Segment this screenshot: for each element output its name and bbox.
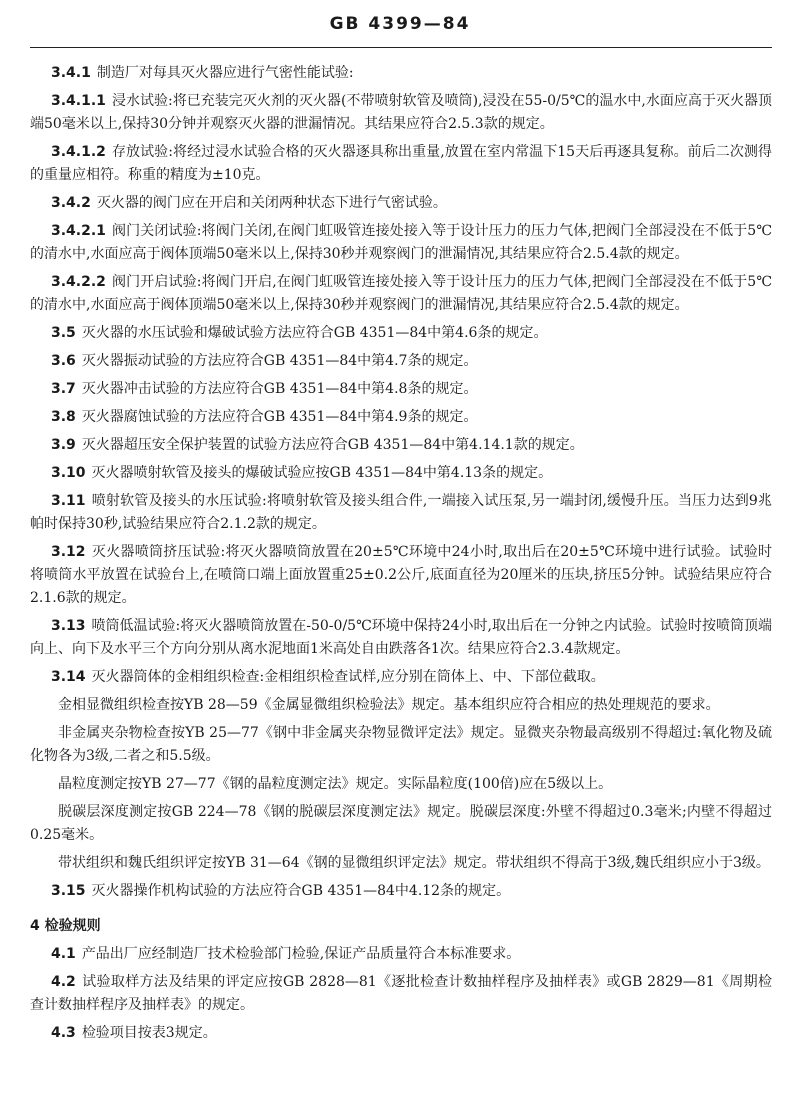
clause-number: 3.4.1	[51, 65, 91, 81]
clause-text: 灭火器超压安全保护装置的试验方法应符合GB 4351—84中第4.14.1款的规定。	[81, 437, 584, 453]
clause-number: 3.4.1.2	[51, 144, 106, 160]
clause-number: 3.4.2.1	[51, 223, 106, 239]
clause-text: 灭火器喷筒挤压试验:将灭火器喷筒放置在20±5℃环境中24小时,取出后在20±5℃环境中进行试验。试验时将喷筒水平放置在试验台上,在喷筒口端上面放置重25±0.2公斤,底面直径为20厘米的压块,挤压5分钟。试验结果应符合2.1.6款的规定。	[30, 544, 772, 606]
clause-number: 3.15	[51, 883, 86, 899]
clause-text: 晶粒度测定按YB 27—77《钢的晶粒度测定法》规定。实际晶粒度(100倍)应在5级以上。	[58, 776, 613, 792]
clause-text: 制造厂对每具灭火器应进行气密性能试验:	[96, 65, 354, 81]
clause-3-8	[30, 406, 772, 429]
clause-3-6	[30, 350, 772, 373]
clause-text: 带状组织和魏氏组织评定按YB 31—64《钢的显微组织评定法》规定。带状组织不得高于3级,魏氏组织应小于3级。	[58, 855, 770, 871]
clause-3-13	[30, 615, 772, 661]
header-rule	[30, 47, 772, 48]
clause-text: 灭火器腐蚀试验的方法应符合GB 4351—84中第4.9条的规定。	[81, 409, 478, 425]
clause-4-2	[30, 971, 772, 1017]
clause-3-4-2-1	[30, 220, 772, 266]
section-4-heading: 4 检验规则	[30, 918, 101, 934]
clause-4-3	[30, 1022, 772, 1045]
clause-3-12	[30, 541, 772, 610]
clause-number: 3.7	[51, 381, 76, 397]
clause-number: 3.6	[51, 353, 76, 369]
clause-text: 浸水试验:将已充装完灭火剂的灭火器(不带喷射软管及喷筒),浸没在55-0/5℃的温水中,水面应高于灭火器顶端50毫米以上,保持30分钟并观察灭火器的泄漏情况。其结果应符合2.5.3款的规定。	[30, 93, 772, 132]
clause-3-4-2	[30, 192, 772, 215]
clause-text: 阀门关闭试验:将阀门关闭,在阀门虹吸管连接处接入等于设计压力的压力气体,把阀门全部浸没在不低于5℃的清水中,水面应高于阀体顶端50毫米以上,保持30秒并观察阀门的泄漏情况,其结果应符合2.5.4款的规定。	[30, 223, 772, 262]
clause-number: 3.10	[51, 465, 86, 481]
clause-text: 检验项目按表3规定。	[81, 1025, 217, 1041]
clause-3-4-1-2	[30, 141, 772, 187]
clause-text: 脱碳层深度测定按GB 224—78《钢的脱碳层深度测定法》规定。脱碳层深度:外壁不得超过0.3毫米;内壁不得超过0.25毫米。	[30, 804, 772, 843]
clause-number: 3.4.1.1	[51, 93, 106, 109]
clause-number: 4.3	[51, 1025, 76, 1041]
clause-text: 灭火器冲击试验的方法应符合GB 4351—84中第4.8条的规定。	[81, 381, 478, 397]
clause-3-5	[30, 322, 772, 345]
clause-text: 灭火器操作机构试验的方法应符合GB 4351—84中4.12条的规定。	[91, 883, 511, 899]
clause-number: 3.5	[51, 325, 76, 341]
clause-number: 3.8	[51, 409, 76, 425]
clause-number: 4.1	[51, 946, 76, 962]
clause-number: 4.2	[51, 974, 76, 990]
clause-3-9	[30, 434, 772, 457]
clause-number: 3.14	[51, 669, 86, 685]
clause-number: 3.11	[51, 493, 86, 509]
clause-text: 灭火器的水压试验和爆破试验方法应符合GB 4351—84中第4.6条的规定。	[81, 325, 548, 341]
clause-text: 灭火器的阀门应在开启和关闭两种状态下进行气密试验。	[96, 195, 447, 211]
clause-number: 3.4.2.2	[51, 274, 106, 290]
clause-text: 喷筒低温试验:将灭火器喷筒放置在-50-0/5℃环境中保持24小时,取出后在一分钟之内试验。试验时按喷筒顶端向上、向下及水平三个方向分别从离水泥地面1米高处自由跌落各1次。结果应符合2.3.4款规定。	[30, 618, 772, 657]
clause-3-14-banded-structure	[30, 852, 772, 875]
document-body	[30, 62, 772, 1050]
clause-3-15	[30, 880, 772, 903]
clause-text: 阀门开启试验:将阀门开启,在阀门虹吸管连接处接入等于设计压力的压力气体,把阀门全部浸没在不低于5℃的清水中,水面应高于阀体顶端50毫米以上,保持30秒并观察阀门的泄漏情况,其结果应符合2.5.4款的规定。	[30, 274, 772, 313]
clause-text: 灭火器振动试验的方法应符合GB 4351—84中第4.7条的规定。	[81, 353, 478, 369]
clause-3-11	[30, 490, 772, 536]
clause-3-10	[30, 462, 772, 485]
clause-4-1	[30, 943, 772, 966]
clause-text: 灭火器喷射软管及接头的爆破试验应按GB 4351—84中第4.13条的规定。	[91, 465, 553, 481]
clause-3-14-decarburization	[30, 801, 772, 847]
clause-text: 喷射软管及接头的水压试验:将喷射软管及接头组合件,一端接入试压泵,另一端封闭,缓慢升压。当压力达到9兆帕时保持30秒,试验结果应符合2.1.2款的规定。	[30, 493, 772, 532]
clause-text: 试验取样方法及结果的评定应按GB 2828—81《逐批检查计数抽样程序及抽样表》或GB 2829—81《周期检查计数抽样程序及抽样表》的规定。	[30, 974, 772, 1013]
clause-3-14-metallographic	[30, 694, 772, 717]
clause-3-14-grain-size	[30, 773, 772, 796]
clause-text: 产品出厂应经制造厂技术检验部门检验,保证产品质量符合本标准要求。	[81, 946, 521, 962]
clause-text: 灭火器筒体的金相组织检查:金相组织检查试样,应分别在筒体上、中、下部位截取。	[91, 669, 605, 685]
clause-text: 金相显微组织检查按YB 28—59《金属显微组织检验法》规定。基本组织应符合相应的热处理规范的要求。	[58, 697, 720, 713]
clause-3-14	[30, 666, 772, 689]
clause-3-14-inclusions	[30, 722, 772, 768]
page-header: GB 4399—84	[329, 14, 471, 34]
clause-3-7	[30, 378, 772, 401]
clause-3-4-1-1	[30, 90, 772, 136]
clause-number: 3.4.2	[51, 195, 91, 211]
clause-number: 3.13	[51, 618, 86, 634]
clause-text: 存放试验:将经过浸水试验合格的灭火器逐具称出重量,放置在室内常温下15天后再逐具复称。前后二次测得的重量应相符。称重的精度为±10克。	[30, 144, 772, 183]
clause-number: 3.9	[51, 437, 76, 453]
clause-3-4-1	[30, 62, 772, 85]
clause-text: 非金属夹杂物检查按YB 25—77《钢中非金属夹杂物显微评定法》规定。显微夹杂物最高级别不得超过:氧化物及硫化物各为3级,二者之和5.5级。	[30, 725, 772, 764]
clause-3-4-2-2	[30, 271, 772, 317]
clause-number: 3.12	[51, 544, 86, 560]
